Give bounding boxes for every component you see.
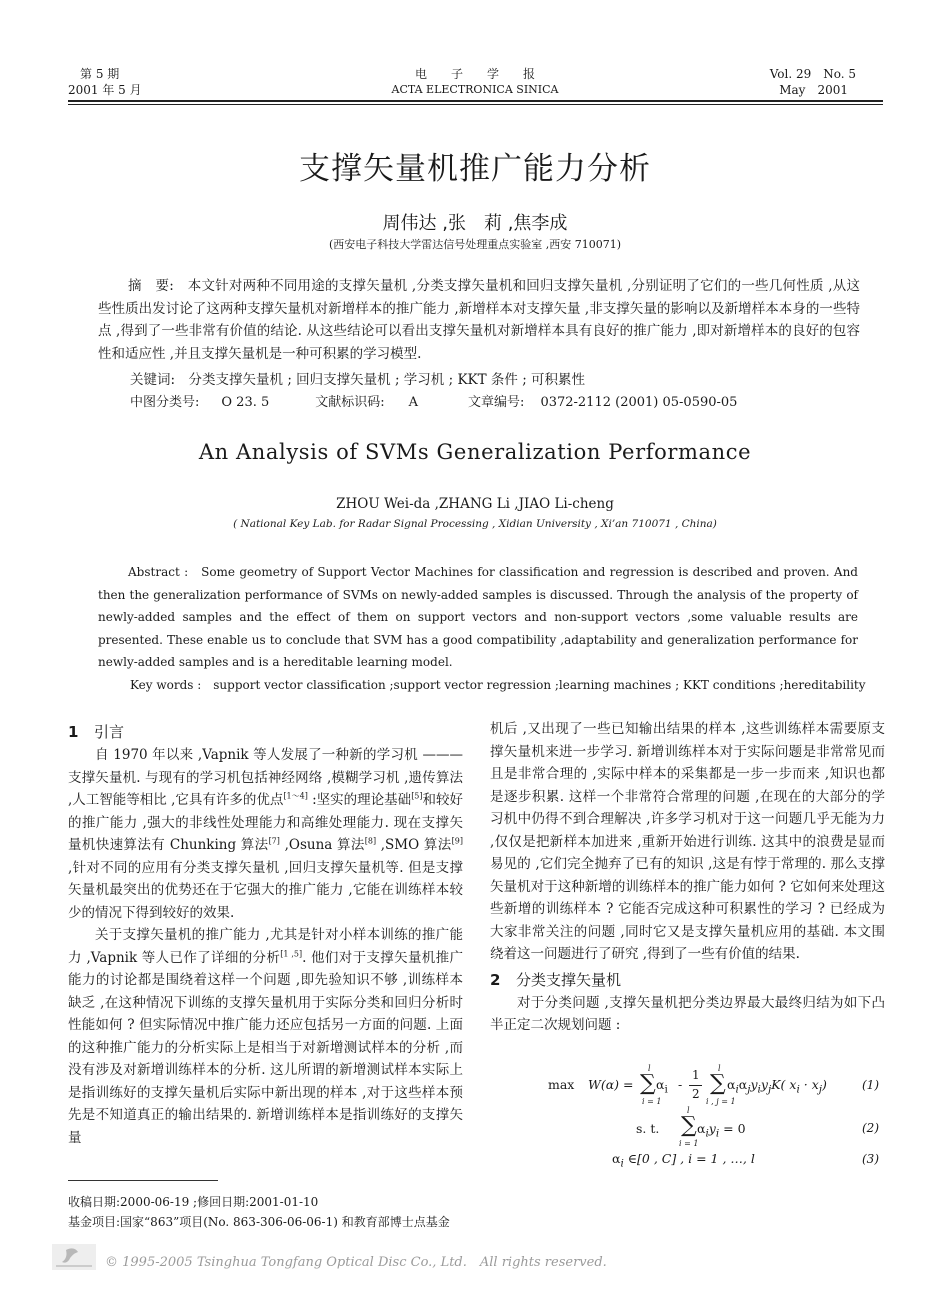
eq-symbol: y	[760, 1077, 768, 1092]
eq2-body	[697, 1121, 746, 1140]
eq2-subject-to: s. t.	[636, 1121, 660, 1136]
text-run: 和较好的推广能力 ,强大的非线性处理能力和高维处理能力. 现在支撑矢量机快速算法有 Chunking 算法	[68, 792, 464, 853]
section-2-title: 分类支撑矢量机	[516, 970, 622, 989]
header-right	[680, 66, 856, 98]
eq-sub: i	[735, 1083, 739, 1096]
citation: [5]	[411, 791, 423, 801]
eq-symbol: α	[738, 1077, 748, 1092]
eq2-sum-upper: l	[687, 1106, 690, 1115]
issue-date: 2001 年 5 月	[68, 83, 142, 97]
eq-sub: i	[705, 1127, 709, 1140]
header-center	[325, 66, 625, 98]
eq-sub: i	[757, 1083, 761, 1096]
eq1-sum2-symbol: ∑	[710, 1071, 726, 1096]
eq-symbol: α	[697, 1121, 706, 1136]
authors-cn: 周伟达 ,张 莉 ,焦李成	[382, 213, 568, 234]
text-run: ,Osuna 算法	[279, 837, 365, 853]
citation: [7]	[268, 836, 280, 846]
eq-sub: i	[620, 1157, 624, 1170]
eq1-minus: -	[678, 1077, 683, 1092]
eq-symbol: ∈[0 , C] , i = 1 , …, l	[623, 1151, 755, 1166]
keywords-cn: 关键词: 分类支撑矢量机 ; 回归支撑矢量机 ; 学习机 ; KKT 条件 ; 可积累性	[130, 372, 586, 388]
eq2-sum-lower: i = 1	[679, 1139, 699, 1148]
eq1-alpha-i	[656, 1077, 668, 1096]
right-column	[490, 718, 885, 1037]
eq-symbol: )	[822, 1077, 827, 1092]
keywords-en: Key words : support vector classification ;support vector regression ;learning machines ; KKT conditions ;hereditability	[130, 678, 866, 692]
eq1-sum1-lower: i = 1	[642, 1097, 662, 1106]
clc-label: 中图分类号:	[130, 395, 200, 410]
volume-number: Vol. 29 No. 5	[769, 67, 856, 81]
eq1-frac-denominator: 2	[692, 1087, 700, 1101]
left-column	[68, 720, 463, 1149]
authors-en: ZHOU Wei-da ,ZHANG Li ,JIAO Li-cheng	[336, 496, 614, 512]
affiliation-en: ( National Key Lab. for Radar Signal Processing , Xidian University , Xi’an 710071 , China)	[233, 518, 717, 530]
copyright-notice: © 1995-2005 Tsinghua Tongfang Optical Disc Co., Ltd. All rights reserved.	[105, 1255, 607, 1270]
section-2-heading	[490, 968, 885, 992]
header-rule-thick	[68, 100, 883, 102]
eq1-sum2-upper: l	[718, 1064, 721, 1073]
citation: [1～4]	[283, 791, 308, 801]
footnote-funding: 基金项目:国家“863”项目(No. 863-306-06-06-1) 和教育部博士点基金	[68, 1215, 450, 1229]
eq-symbol: α	[612, 1151, 621, 1166]
citation: [8]	[364, 836, 377, 846]
abstract-en-text: Abstract : Some geometry of Support Vector Machines for classification and regression is described and proven. And then the generalization performance of SVMs on newly-added samples is discussed. Through the analysis of the property of newly-added samples and the effect of them on support vectors and non-support vectors ,some valuable results are presented. These enable us to conclude that SVM has a good compatibility ,adaptability and generalization performance for newly-added samples and is a hereditable learning model.	[98, 565, 858, 670]
paper-title-cn: 支撑矢量机推广能力分析	[299, 151, 651, 187]
section-1-paragraph-2	[68, 924, 463, 1149]
text-run: . 他们对于支撑矢量机推广能力的讨论都是围绕着这样一个问题 ,即先验知识不够 ,训练样本缺乏 ,在这种情况下训练的支撑矢量机用于实际分类和回归分析时性能如何 ? 但实际情况中推广能力还应包括另一方面的问题. 上面的这种推广能力的分析实际上是相当于对新增测试样本的分析 ,而没有涉及对新增训练样本的分析. 这儿所谓的新增测试样本实际上是指训练好的支撑矢量机后实际中新出现的样本 ,对于这些样本预先是不知道真正的输出结果的. 新增训练样本是指训练好的支撑矢量	[68, 949, 463, 1146]
abstract-cn: 摘 要: 本文针对两种不同用途的支撑矢量机 ,分类支撑矢量机和回归支撑矢量机 ,分别证明了它们的一些几何性质 ,从这些性质出发讨论了这两种支撑矢量机对新增样本的推广能力 ,新增样本对支撑矢量 ,非支撑矢量的影响以及新增样本本身的一些特点 ,得到了一些非常有价值的结论. 从这些结论可以看出支撑矢量机对新增样本具有良好的推广能力 ,即对新增样本的良好的包容性和适应性 ,并且支撑矢量机是一种可积累的学习模型.	[98, 278, 860, 362]
eq3-body	[612, 1151, 755, 1170]
footnote-dates: 收稿日期:2000-06-19 ;修回日期:2001-01-10	[68, 1195, 319, 1209]
eq2-sum-symbol: ∑	[681, 1113, 697, 1138]
eq-symbol: y	[750, 1077, 758, 1092]
eq1-sum1-upper: l	[648, 1064, 651, 1073]
paper-title-en: An Analysis of SVMs Generalization Performance	[198, 440, 752, 464]
section-1-number: 1	[68, 723, 79, 741]
doc-code-label: 文献标识码:	[315, 395, 385, 410]
eq-sub: j	[818, 1083, 822, 1096]
eq3-number: (3)	[862, 1152, 879, 1166]
eq1-summand	[727, 1077, 827, 1096]
eq-symbol: K( x	[771, 1077, 797, 1092]
header-rule-thin	[68, 104, 883, 105]
eq-sub: i	[715, 1127, 720, 1140]
text-run: 关于支撑矢量机的推广能力 ,尤其是针对小样本训练的推广能力 ,Vapnik 等人已作了详细的分析	[68, 927, 463, 966]
affiliation-cn: (西安电子科技大学雷达信号处理重点实验室 ,西安 710071)	[328, 238, 622, 251]
volume-date: May 2001	[779, 83, 848, 97]
eq-symbol: = 0	[719, 1121, 746, 1136]
publisher-logo-icon	[52, 1244, 96, 1270]
eq2-number: (2)	[862, 1121, 879, 1135]
eq-sub: j	[747, 1083, 751, 1096]
eq-symbol: α	[727, 1077, 736, 1092]
eq-sub: j	[767, 1083, 772, 1096]
journal-name-cn: 电 子 学 报	[414, 67, 535, 81]
text-run: :坚实的理论基础	[307, 792, 412, 808]
eq-symbol: y	[708, 1121, 716, 1136]
eq-sub: i	[796, 1083, 800, 1096]
doc-code-value: A	[408, 395, 419, 410]
article-number-label: 文章编号:	[468, 395, 525, 410]
eq1-frac-bar	[689, 1085, 702, 1086]
header-left	[68, 66, 142, 98]
eq1-number: (1)	[862, 1078, 879, 1092]
article-number-value: 0372-2112 (2001) 05-0590-05	[540, 395, 738, 410]
text-run: 自 1970 年以来 ,Vapnik 等人发展了一种新的学习机 ———支撑矢量机. 与现有的学习机包括神经网络 ,模糊学习机 ,遗传算法 ,人工智能等相比 ,它具有许多的优点	[68, 747, 463, 808]
eq-symbol: α	[656, 1077, 665, 1092]
text-run: ,SMO 算法	[376, 837, 452, 853]
eq1-sum1-symbol: ∑	[640, 1071, 656, 1096]
section-1-heading	[68, 720, 463, 744]
citation: [1 ,5]	[280, 949, 303, 958]
journal-name-en: ACTA ELECTRONICA SINICA	[391, 83, 559, 96]
text-run: ,针对不同的应用有分类支撑矢量机 ,回归支撑矢量机等. 但是支撑矢量机最突出的优势还在于它强大的推广能力 ,它能在训练样本较少的情况下得到较好的效果.	[68, 859, 463, 921]
clc-value: O 23. 5	[221, 395, 270, 410]
eq-symbol: · x	[799, 1077, 819, 1092]
eq-sub: i	[664, 1083, 668, 1096]
issue-number: 第 5 期	[80, 67, 120, 81]
section-1-title: 引言	[94, 723, 125, 741]
abstract-en	[98, 561, 858, 674]
eq1-sum2-lower: i , j = 1	[706, 1097, 736, 1106]
section-1-paragraph-2-continued: 机后 ,又出现了一些已知输出结果的样本 ,这些训练样本需要原支撑矢量机来进一步学习. 新增训练样本对于实际问题是非常常见而且是非常合理的 ,实际中样本的采集都是一步一步而来 ,知识也都是逐步积累. 这样一个非常符合常理的问题 ,在现在的大部分的学习机中仍得不到合理解决 ,许多学习机对于这一问题几乎无能为力 ,仅仅是把新样本加进来 ,重新开始进行训练. 这其中的浪费是显而易见的 ,它们完全抛弃了已有的知识 ,这是有悖于常理的. 那么支撑矢量机对于这种新增的训练样本的推广能力如何 ? 它如何来处理这些新增的训练样本 ? 它能否完成这种可积累性的学习 ? 已经成为大家非常关注的问题 ,同时它又是支撑矢量机应用的基础. 本文围绕着这一问题进行了研究 ,得到了一些有价值的结果.	[490, 721, 885, 962]
eq1-max: max	[548, 1077, 575, 1092]
section-2-paragraph-1: 对于分类问题 ,支撑矢量机把分类边界最大最终归结为如下凸半正定二次规划问题 :	[490, 994, 885, 1033]
eq1-frac-numerator: 1	[692, 1068, 700, 1082]
footnote-rule	[68, 1180, 218, 1181]
section-2-number: 2	[490, 970, 501, 989]
section-1-paragraph-1	[68, 744, 463, 924]
eq1-lhs: W(α) =	[588, 1077, 634, 1092]
citation: [9]	[451, 836, 463, 846]
classification-row	[130, 392, 737, 414]
